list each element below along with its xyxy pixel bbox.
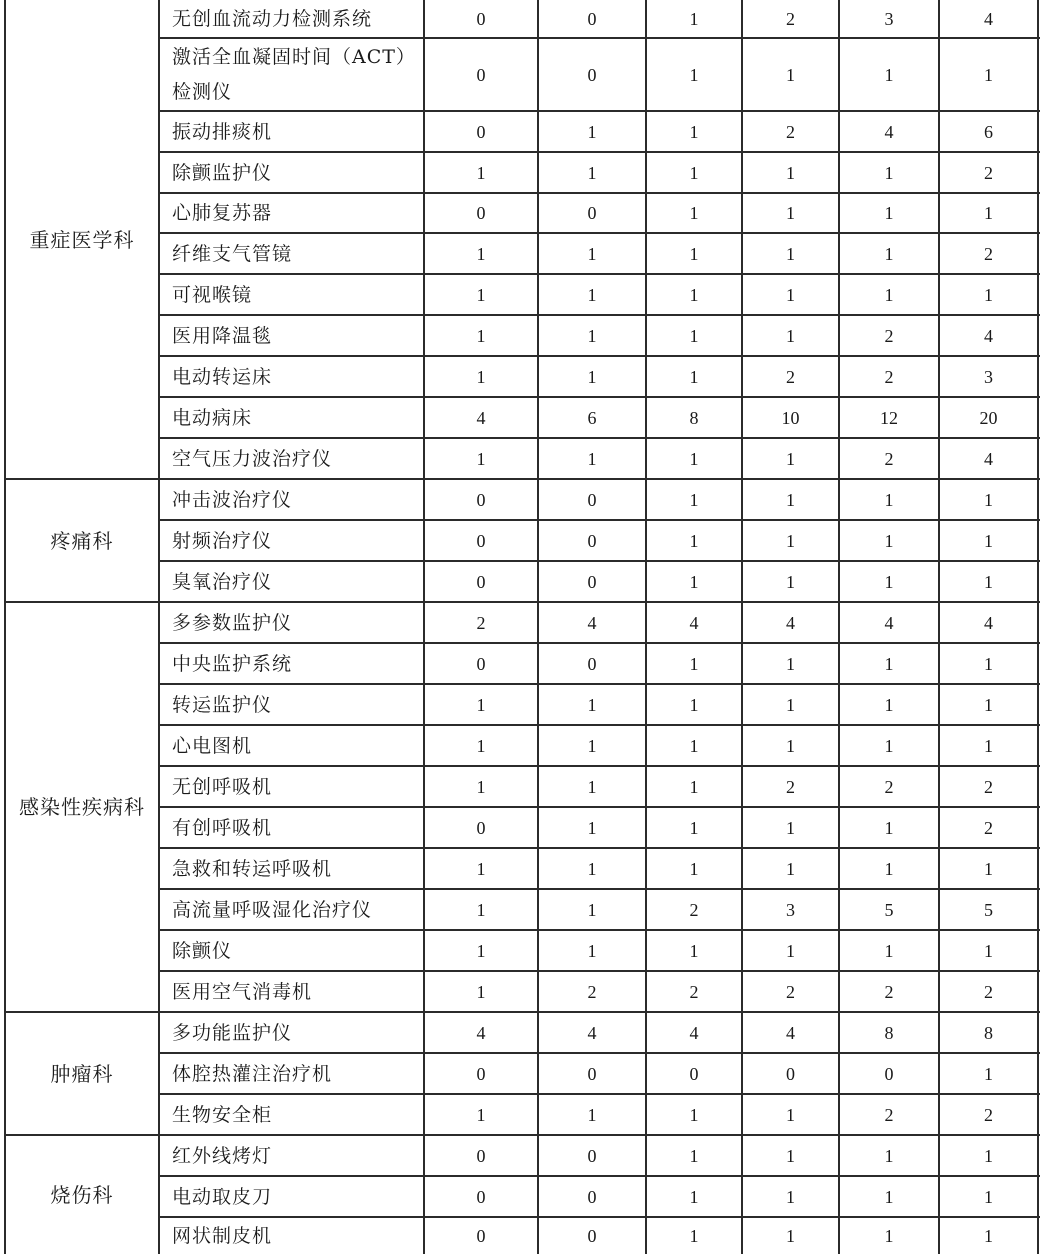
value-cell: 1	[884, 940, 894, 961]
value-cell: 1	[587, 776, 597, 797]
value-cell: 1	[984, 694, 993, 715]
value-cell: 0	[587, 489, 597, 510]
value-cell: 4	[984, 612, 993, 633]
value-cell: 4	[984, 9, 993, 29]
value-cell: 0	[476, 1145, 486, 1166]
value-cell: 0	[786, 1063, 795, 1084]
value-cell: 4	[587, 1022, 597, 1043]
value-cell: 1	[476, 284, 486, 305]
value-cell: 1	[689, 1145, 699, 1166]
value-cell: 1	[587, 366, 597, 387]
item-name-cell: 空气压力波治疗仪	[172, 447, 333, 470]
value-cell: 0	[476, 203, 486, 223]
value-cell: 0	[587, 653, 597, 674]
value-cell: 2	[587, 981, 597, 1002]
value-cell: 1	[587, 121, 597, 142]
value-cell: 1	[884, 64, 894, 85]
item-name-cell: 臭氧治疗仪	[172, 570, 273, 593]
value-cell: 1	[689, 489, 699, 510]
value-cell: 0	[476, 817, 486, 838]
item-name-cell: 医用空气消毒机	[172, 980, 313, 1003]
value-cell: 4	[689, 612, 699, 633]
value-cell: 1	[984, 735, 993, 756]
value-cell: 1	[786, 325, 795, 346]
value-cell: 1	[786, 817, 795, 838]
value-cell: 1	[786, 448, 795, 469]
value-cell: 2	[984, 243, 993, 264]
item-name-cell: 心肺复苏器	[172, 202, 273, 224]
value-cell: 1	[587, 284, 597, 305]
value-cell: 1	[689, 735, 699, 756]
value-cell: 1	[689, 694, 699, 715]
item-name-cell: 电动病床	[172, 406, 253, 429]
value-cell: 1	[984, 1145, 993, 1166]
row-divider	[159, 151, 1040, 153]
row-divider	[159, 396, 1040, 398]
item-name-cell: 高流量呼吸湿化治疗仪	[172, 898, 373, 921]
item-name-cell: 网状制皮机	[172, 1224, 273, 1247]
value-cell: 0	[476, 64, 486, 85]
row-divider	[159, 437, 1040, 439]
value-cell: 1	[689, 571, 699, 592]
value-cell: 8	[984, 1022, 993, 1043]
row-divider	[159, 355, 1040, 357]
value-cell: 2	[884, 366, 894, 387]
row-divider	[159, 192, 1040, 194]
value-cell: 1	[984, 64, 993, 85]
item-name-cell: 心电图机	[172, 734, 253, 757]
value-cell: 1	[476, 243, 486, 264]
value-cell: 1	[984, 489, 993, 510]
department-cell: 肿瘤科	[50, 1061, 114, 1086]
value-cell: 2	[689, 981, 699, 1002]
value-cell: 0	[476, 489, 486, 510]
item-name-cell: 激活全血凝固时间（ACT）检测仪	[172, 45, 407, 103]
value-cell: 0	[587, 64, 597, 85]
value-cell: 20	[979, 407, 998, 428]
value-cell: 6	[587, 407, 597, 428]
value-cell: 0	[587, 1063, 597, 1084]
row-divider	[159, 519, 1040, 521]
value-cell: 1	[884, 489, 894, 510]
value-cell: 1	[689, 448, 699, 469]
value-cell: 1	[786, 694, 795, 715]
value-cell: 2	[689, 899, 699, 920]
value-cell: 1	[884, 162, 894, 183]
value-cell: 1	[587, 325, 597, 346]
value-cell: 1	[587, 940, 597, 961]
value-cell: 2	[884, 776, 894, 797]
value-cell: 1	[884, 858, 894, 879]
value-cell: 0	[587, 1145, 597, 1166]
table-left-border	[4, 0, 6, 1254]
value-cell: 5	[984, 899, 993, 920]
value-cell: 0	[476, 1063, 486, 1084]
value-cell: 1	[587, 694, 597, 715]
value-cell: 1	[689, 776, 699, 797]
value-cell: 1	[884, 243, 894, 264]
value-cell: 0	[476, 121, 486, 142]
value-cell: 1	[476, 694, 486, 715]
item-name-cell: 转运监护仪	[172, 693, 273, 716]
value-cell: 0	[587, 1225, 597, 1246]
value-cell: 2	[984, 1104, 993, 1125]
item-name-cell: 急救和转运呼吸机	[172, 857, 333, 880]
value-cell: 4	[884, 121, 894, 142]
value-cell: 1	[884, 1225, 894, 1246]
value-cell: 1	[786, 489, 795, 510]
value-cell: 2	[884, 1104, 894, 1125]
value-cell: 1	[786, 64, 795, 85]
value-cell: 3	[884, 9, 894, 29]
value-cell: 1	[786, 162, 795, 183]
value-cell: 1	[884, 1145, 894, 1166]
value-cell: 1	[476, 981, 486, 1002]
value-cell: 1	[984, 940, 993, 961]
value-cell: 1	[689, 162, 699, 183]
department-cell: 疼痛科	[50, 528, 114, 553]
department-cell: 重症医学科	[29, 227, 135, 252]
value-cell: 1	[786, 1104, 795, 1125]
item-name-cell: 电动转运床	[172, 365, 273, 388]
row-divider	[159, 110, 1040, 112]
value-cell: 4	[984, 325, 993, 346]
item-name-cell: 可视喉镜	[172, 283, 253, 306]
row-divider	[159, 929, 1040, 931]
section-divider	[5, 1011, 1040, 1013]
department-cell: 感染性疾病科	[19, 795, 145, 819]
row-divider	[159, 232, 1040, 234]
value-cell: 2	[984, 776, 993, 797]
value-cell: 1	[689, 1225, 699, 1246]
value-cell: 0	[476, 1186, 486, 1207]
value-cell: 0	[476, 530, 486, 551]
value-cell: 2	[984, 981, 993, 1002]
value-cell: 1	[689, 325, 699, 346]
column-divider	[938, 0, 940, 1254]
value-cell: 1	[689, 1104, 699, 1125]
value-cell: 1	[984, 203, 993, 223]
value-cell: 1	[476, 858, 486, 879]
item-name-cell: 医用降温毯	[172, 324, 273, 347]
value-cell: 0	[587, 1186, 597, 1207]
row-divider	[159, 847, 1040, 849]
value-cell: 1	[786, 653, 795, 674]
value-cell: 1	[476, 940, 486, 961]
column-divider	[741, 0, 743, 1254]
value-cell: 1	[786, 858, 795, 879]
value-cell: 10	[781, 407, 800, 428]
value-cell: 1	[984, 858, 993, 879]
row-divider	[159, 970, 1040, 972]
row-divider	[159, 273, 1040, 275]
value-cell: 1	[786, 1145, 795, 1166]
value-cell: 1	[689, 1186, 699, 1207]
item-name-cell: 冲击波治疗仪	[172, 488, 293, 511]
row-divider	[159, 765, 1040, 767]
value-cell: 0	[587, 571, 597, 592]
value-cell: 2	[786, 121, 795, 142]
value-cell: 1	[476, 448, 486, 469]
item-name-cell: 除颤仪	[172, 939, 233, 962]
row-divider	[159, 642, 1040, 644]
column-divider	[645, 0, 647, 1254]
item-name-cell: 无创血流动力检测系统	[172, 8, 373, 30]
value-cell: 1	[786, 735, 795, 756]
value-cell: 1	[587, 162, 597, 183]
value-cell: 1	[689, 121, 699, 142]
value-cell: 1	[476, 735, 486, 756]
value-cell: 1	[587, 899, 597, 920]
value-cell: 1	[786, 940, 795, 961]
section-divider	[5, 1134, 1040, 1136]
value-cell: 1	[884, 203, 894, 223]
item-name-cell: 多参数监护仪	[172, 611, 293, 634]
value-cell: 1	[476, 776, 486, 797]
value-cell: 1	[476, 162, 486, 183]
item-name-cell: 有创呼吸机	[172, 816, 273, 839]
value-cell: 0	[587, 9, 597, 29]
value-cell: 1	[587, 448, 597, 469]
value-cell: 1	[884, 530, 894, 551]
value-cell: 1	[689, 940, 699, 961]
value-cell: 1	[587, 817, 597, 838]
column-divider	[838, 0, 840, 1254]
value-cell: 0	[587, 530, 597, 551]
value-cell: 1	[587, 735, 597, 756]
value-cell: 0	[689, 1063, 699, 1084]
value-cell: 0	[587, 203, 597, 223]
value-cell: 4	[786, 612, 795, 633]
value-cell: 1	[587, 243, 597, 264]
value-cell: 1	[884, 735, 894, 756]
value-cell: 1	[884, 694, 894, 715]
value-cell: 0	[476, 653, 486, 674]
value-cell: 1	[689, 243, 699, 264]
value-cell: 4	[476, 407, 486, 428]
row-divider	[159, 806, 1040, 808]
value-cell: 1	[984, 653, 993, 674]
value-cell: 1	[884, 817, 894, 838]
department-cell: 烧伤科	[50, 1182, 114, 1207]
value-cell: 1	[689, 64, 699, 85]
value-cell: 1	[476, 325, 486, 346]
value-cell: 2	[786, 981, 795, 1002]
value-cell: 1	[689, 284, 699, 305]
value-cell: 1	[786, 203, 795, 223]
value-cell: 4	[884, 612, 894, 633]
value-cell: 2	[476, 612, 486, 633]
value-cell: 1	[984, 1186, 993, 1207]
value-cell: 4	[689, 1022, 699, 1043]
row-divider	[159, 724, 1040, 726]
value-cell: 4	[984, 448, 993, 469]
value-cell: 1	[476, 366, 486, 387]
value-cell: 2	[984, 817, 993, 838]
row-divider	[159, 1216, 1040, 1218]
value-cell: 1	[689, 9, 699, 29]
value-cell: 1	[984, 1225, 993, 1246]
value-cell: 1	[689, 653, 699, 674]
value-cell: 1	[587, 1104, 597, 1125]
item-name-cell: 中央监护系统	[172, 652, 293, 675]
value-cell: 1	[689, 858, 699, 879]
value-cell: 8	[689, 407, 699, 428]
value-cell: 2	[786, 9, 795, 29]
value-cell: 1	[587, 858, 597, 879]
value-cell: 1	[786, 571, 795, 592]
value-cell: 2	[786, 776, 795, 797]
item-name-cell: 除颤监护仪	[172, 161, 273, 184]
value-cell: 0	[884, 1063, 894, 1084]
value-cell: 1	[984, 284, 993, 305]
item-name-cell: 体腔热灌注治疗机	[172, 1062, 333, 1085]
value-cell: 3	[984, 366, 993, 387]
item-name-cell: 振动排痰机	[172, 120, 273, 143]
value-cell: 1	[476, 899, 486, 920]
column-divider	[158, 0, 160, 1254]
item-name-cell: 射频治疗仪	[172, 529, 273, 552]
value-cell: 4	[476, 1022, 486, 1043]
value-cell: 1	[786, 1225, 795, 1246]
row-divider	[159, 1093, 1040, 1095]
item-name-cell: 纤维支气管镜	[172, 242, 293, 265]
row-divider	[159, 37, 1040, 39]
value-cell: 1	[689, 530, 699, 551]
value-cell: 1	[984, 1063, 993, 1084]
value-cell: 0	[476, 1225, 486, 1246]
row-divider	[159, 560, 1040, 562]
value-cell: 1	[786, 1186, 795, 1207]
row-divider	[159, 314, 1040, 316]
value-cell: 1	[984, 571, 993, 592]
value-cell: 1	[476, 1104, 486, 1125]
value-cell: 1	[689, 203, 699, 223]
value-cell: 2	[884, 981, 894, 1002]
value-cell: 8	[884, 1022, 894, 1043]
value-cell: 3	[786, 899, 795, 920]
item-name-cell: 电动取皮刀	[172, 1185, 273, 1208]
row-divider	[159, 1052, 1040, 1054]
value-cell: 0	[476, 9, 486, 29]
value-cell: 2	[984, 162, 993, 183]
column-divider	[423, 0, 425, 1254]
section-divider	[5, 601, 1040, 603]
value-cell: 0	[476, 571, 486, 592]
section-divider	[5, 478, 1040, 480]
value-cell: 1	[884, 1186, 894, 1207]
value-cell: 1	[786, 284, 795, 305]
item-name-cell: 生物安全柜	[172, 1103, 273, 1126]
value-cell: 1	[689, 366, 699, 387]
item-name-cell: 红外线烤灯	[172, 1144, 273, 1167]
row-divider	[159, 888, 1040, 890]
item-name-cell: 多功能监护仪	[172, 1021, 293, 1044]
value-cell: 4	[587, 612, 597, 633]
value-cell: 2	[884, 448, 894, 469]
row-divider	[159, 683, 1040, 685]
value-cell: 2	[786, 366, 795, 387]
column-divider	[537, 0, 539, 1254]
value-cell: 1	[884, 571, 894, 592]
table-right-border	[1037, 0, 1039, 1254]
value-cell: 4	[786, 1022, 795, 1043]
value-cell: 1	[786, 243, 795, 264]
item-name-cell: 无创呼吸机	[172, 775, 273, 798]
row-divider	[159, 1175, 1040, 1177]
value-cell: 1	[984, 530, 993, 551]
value-cell: 1	[884, 653, 894, 674]
value-cell: 1	[884, 284, 894, 305]
value-cell: 1	[689, 817, 699, 838]
value-cell: 5	[884, 899, 894, 920]
value-cell: 1	[786, 530, 795, 551]
value-cell: 2	[884, 325, 894, 346]
value-cell: 12	[880, 407, 898, 428]
value-cell: 6	[984, 121, 993, 142]
